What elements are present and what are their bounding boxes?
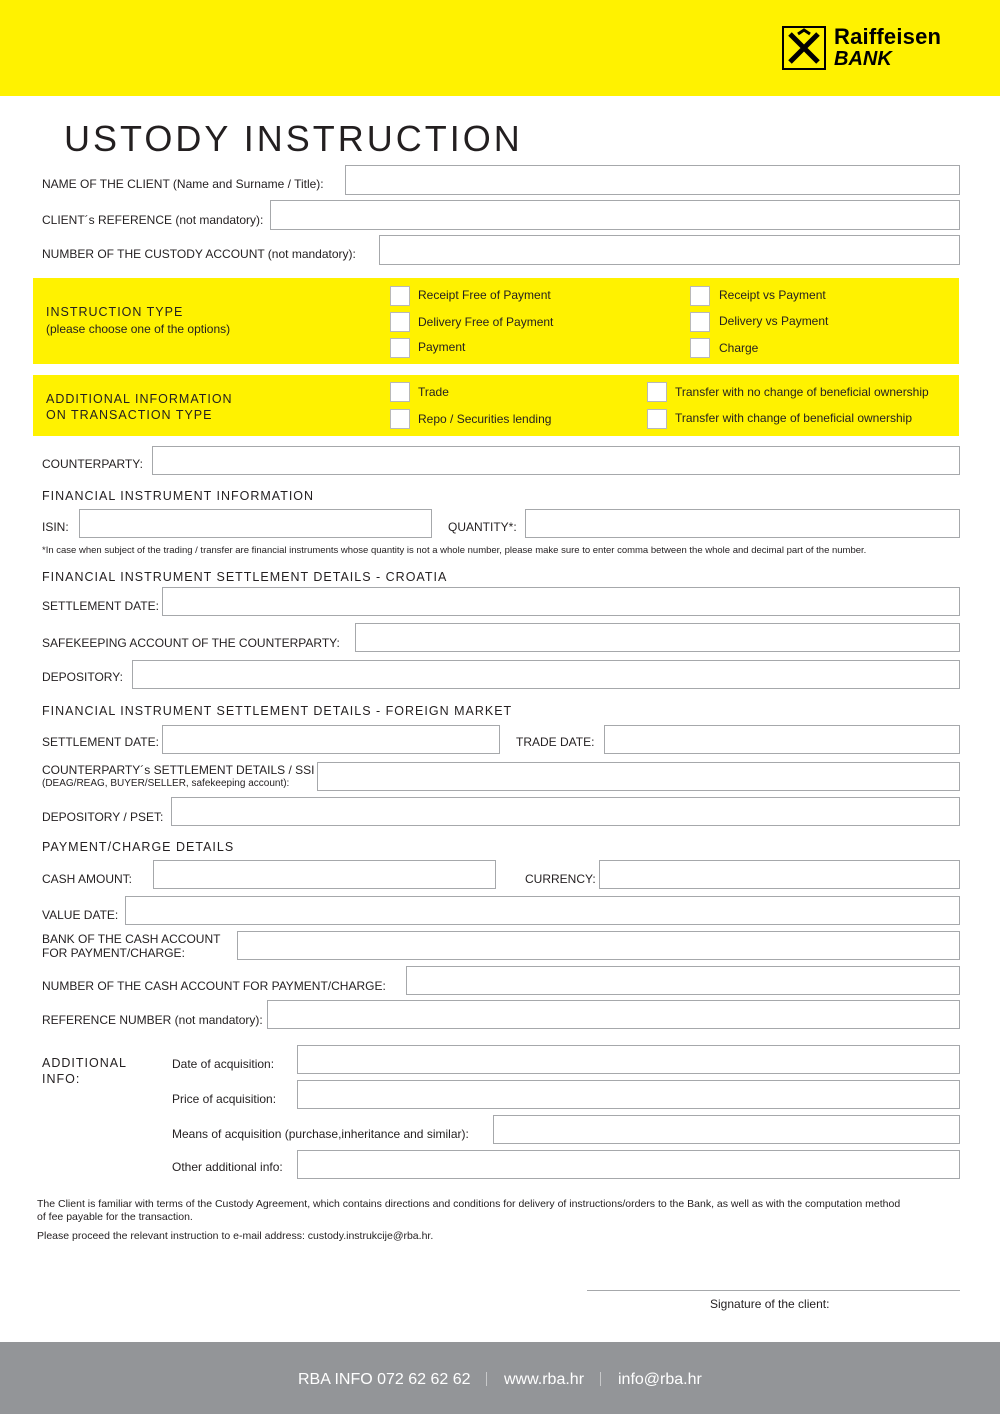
checkbox-charge[interactable] (690, 338, 710, 358)
safekeeping-account-field[interactable] (355, 623, 960, 652)
checkbox-trade-label: Trade (418, 385, 449, 399)
client-reference-field[interactable] (270, 200, 960, 230)
signature-line[interactable] (587, 1290, 960, 1291)
checkbox-receipt-vs-payment[interactable] (690, 286, 710, 306)
foreign-settlement-date-label: SETTLEMENT DATE: (42, 735, 159, 749)
bank-cash-account-label-line2: FOR PAYMENT/CHARGE: (42, 946, 185, 960)
terms-line1: The Client is familiar with terms of the Custody Agreement, which contains directions and conditions for delivery of instructions/orders to the Bank, as well as with the computation method (37, 1198, 901, 1210)
croatia-settlement-date-field[interactable] (162, 587, 960, 616)
acquisition-date-field[interactable] (297, 1045, 960, 1074)
checkbox-transfer-no-change[interactable] (647, 382, 667, 402)
instruction-type-subtitle: (please choose one of the options) (46, 322, 231, 336)
cash-amount-field[interactable] (153, 860, 496, 889)
ssi-field[interactable] (317, 762, 960, 791)
checkbox-receipt-free[interactable] (390, 286, 410, 306)
pset-label: DEPOSITORY / PSET: (42, 810, 164, 824)
isin-label: ISIN: (42, 520, 69, 534)
bank-cash-account-field[interactable] (237, 931, 960, 960)
footer-separator (486, 1372, 487, 1386)
value-date-label: VALUE DATE: (42, 908, 119, 922)
additional-info-title-line1: ADDITIONAL (42, 1056, 128, 1070)
checkbox-payment-label: Payment (418, 340, 466, 354)
quantity-field[interactable] (525, 509, 960, 538)
custody-account-label: NUMBER OF THE CUSTODY ACCOUNT (not mandatory): (42, 247, 356, 261)
transaction-type-title-line1: ADDITIONAL INFORMATION (46, 392, 233, 406)
checkbox-transfer-change[interactable] (647, 409, 667, 429)
croatia-depository-label: DEPOSITORY: (42, 670, 123, 684)
cash-account-number-field[interactable] (406, 966, 960, 995)
ssi-sublabel: (DEAG/REAG, BUYER/SELLER, safekeeping account): (42, 778, 290, 789)
terms-email-line: Please proceed the relevant instruction to e-mail address: custody.instrukcije@rba.hr. (37, 1230, 434, 1242)
acquisition-date-label: Date of acquisition: (172, 1057, 275, 1071)
trade-date-label: TRADE DATE: (516, 735, 595, 749)
counterparty-field[interactable] (152, 446, 960, 475)
acquisition-price-label: Price of acquisition: (172, 1092, 277, 1106)
payment-reference-field[interactable] (267, 1000, 960, 1029)
footer-phone: RBA INFO 072 62 62 62 (298, 1371, 471, 1388)
checkbox-charge-label: Charge (719, 341, 759, 355)
cash-account-number-label: NUMBER OF THE CASH ACCOUNT FOR PAYMENT/CHARGE: (42, 979, 386, 993)
footer-separator (600, 1372, 601, 1386)
page-title: USTODY INSTRUCTION (64, 118, 523, 159)
checkbox-transfer-change-label: Transfer with change of beneficial ownership (675, 411, 913, 425)
other-info-label: Other additional info: (172, 1160, 283, 1174)
acquisition-means-label: Means of acquisition (purchase,inheritance and similar): (172, 1127, 469, 1141)
checkbox-payment[interactable] (390, 338, 410, 358)
client-reference-label: CLIENT´s REFERENCE (not mandatory): (42, 213, 264, 227)
transaction-type-title-line2: ON TRANSACTION TYPE (46, 408, 213, 422)
client-name-label: NAME OF THE CLIENT (Name and Surname / Title): (42, 177, 324, 191)
croatia-settlement-title: FINANCIAL INSTRUMENT SETTLEMENT DETAILS - CROATIA (42, 570, 448, 584)
foreign-settlement-date-field[interactable] (162, 725, 500, 754)
checkbox-delivery-free[interactable] (390, 312, 410, 332)
additional-info-title-line2: INFO: (42, 1072, 81, 1086)
signature-label: Signature of the client: (710, 1297, 830, 1311)
safekeeping-account-label: SAFEKEEPING ACCOUNT OF THE COUNTERPARTY: (42, 636, 340, 650)
trade-date-field[interactable] (604, 725, 960, 754)
checkbox-delivery-vs-payment-label: Delivery vs Payment (719, 314, 829, 328)
checkbox-receipt-free-label: Receipt Free of Payment (418, 288, 551, 302)
acquisition-price-field[interactable] (297, 1080, 960, 1109)
checkbox-receipt-vs-payment-label: Receipt vs Payment (719, 288, 826, 302)
counterparty-label: COUNTERPARTY: (42, 457, 143, 471)
checkbox-trade[interactable] (390, 382, 410, 402)
currency-field[interactable] (599, 860, 960, 889)
acquisition-means-field[interactable] (493, 1115, 960, 1144)
value-date-field[interactable] (125, 896, 960, 925)
foreign-settlement-title: FINANCIAL INSTRUMENT SETTLEMENT DETAILS - FOREIGN MARKET (42, 704, 513, 718)
checkbox-delivery-vs-payment[interactable] (690, 312, 710, 332)
checkbox-repo-label: Repo / Securities lending (418, 412, 552, 426)
brand-name: Raiffeisen (834, 24, 942, 49)
isin-field[interactable] (79, 509, 432, 538)
instruction-type-title: INSTRUCTION TYPE (46, 305, 184, 319)
checkbox-transfer-no-change-label: Transfer with no change of beneficial ownership (675, 385, 929, 399)
footer-email-link[interactable]: info@rba.hr (618, 1371, 702, 1388)
footer-band (0, 1342, 1000, 1414)
terms-line2: of fee payable for the transaction. (37, 1211, 193, 1223)
ssi-label: COUNTERPARTY´s SETTLEMENT DETAILS / SSI (42, 763, 315, 777)
cash-amount-label: CASH AMOUNT: (42, 872, 133, 886)
financial-instrument-title: FINANCIAL INSTRUMENT INFORMATION (42, 489, 315, 503)
payment-details-title: PAYMENT/CHARGE DETAILS (42, 840, 235, 854)
raiffeisen-emblem-icon (782, 26, 826, 70)
currency-label: CURRENCY: (525, 872, 596, 886)
bank-cash-account-label-line1: BANK OF THE CASH ACCOUNT (42, 932, 221, 946)
footer-website-link[interactable]: www.rba.hr (504, 1371, 585, 1388)
brand-bank: BANK (834, 48, 892, 70)
croatia-settlement-date-label: SETTLEMENT DATE: (42, 599, 159, 613)
checkbox-delivery-free-label: Delivery Free of Payment (418, 315, 554, 329)
croatia-depository-field[interactable] (132, 660, 960, 689)
client-name-field[interactable] (345, 165, 960, 195)
checkbox-repo[interactable] (390, 409, 410, 429)
pset-field[interactable] (171, 797, 960, 826)
raiffeisen-logo (782, 24, 962, 74)
custody-account-field[interactable] (379, 235, 960, 265)
quantity-note: *In case when subject of the trading / transfer are financial instruments whose quantity is not a whole number, please make sure to enter comma between the whole and decimal part of the number. (42, 545, 867, 556)
quantity-label: QUANTITY*: (448, 520, 517, 534)
payment-reference-label: REFERENCE NUMBER (not mandatory): (42, 1013, 263, 1027)
other-info-field[interactable] (297, 1150, 960, 1179)
